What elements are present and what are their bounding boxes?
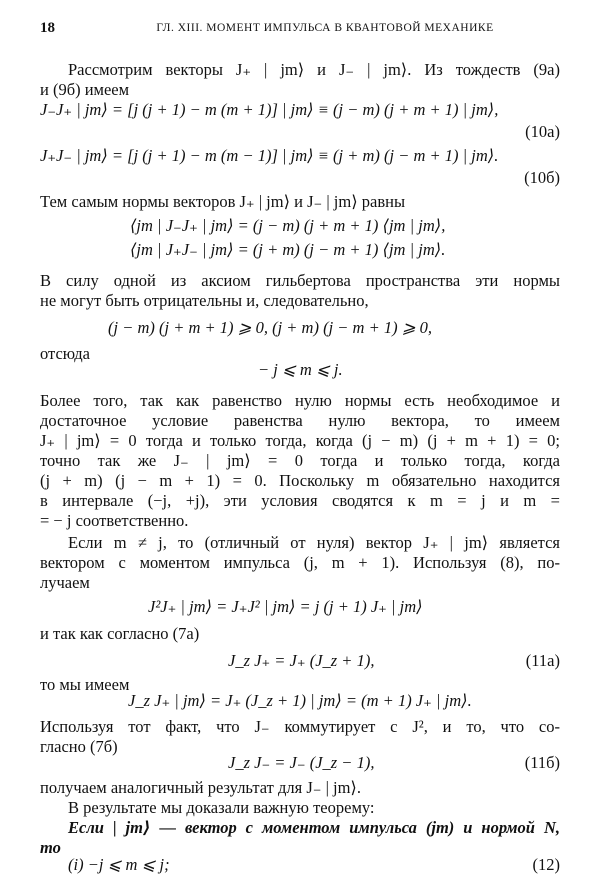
text-line: = − j соответственно.	[40, 511, 189, 530]
equation-tag: (11а)	[525, 651, 560, 670]
text-line: J₊ | jm⟩ = 0 тогда и только тогда, когда (j − m) (j + m + 1) = 0;	[40, 431, 560, 450]
equation-tag: (10б)	[524, 168, 560, 187]
text-line: Более того, так как равенство нулю нормы есть необходимое и	[40, 391, 560, 410]
equation-tag: (12)	[532, 855, 560, 874]
theorem-item-i: (i) −j ⩽ m ⩽ j;	[68, 855, 170, 874]
text-line: точно так же J₋ | jm⟩ = 0 тогда и только тогда, когда	[40, 451, 560, 470]
page-header	[40, 20, 560, 42]
text-line: гласно (7б)	[40, 737, 118, 756]
text-line: в интервале (−j, +j), эти условия сводятся к m = j и m =	[40, 491, 560, 510]
text-line: Рассмотрим векторы J₊ | jm⟩ и J₋ | jm⟩. Из тождеств (9а)	[68, 60, 560, 79]
equation-tag: (10а)	[525, 122, 560, 141]
theorem-line: то	[40, 838, 61, 857]
text-line: отсюда	[40, 344, 90, 363]
running-head: ГЛ. XIII. МОМЕНТ ИМПУЛЬСА В КВАНТОВОЙ МЕХАНИКЕ	[156, 22, 494, 34]
equation-j-squared: J²J₊ | jm⟩ = J₊J² | jm⟩ = j (j + 1) J₊ | jm⟩	[148, 597, 423, 616]
text-line: Используя тот факт, что J₋ коммутирует с J², и то, что со-	[40, 717, 560, 736]
text-line: не могут быть отрицательны и, следовательно,	[40, 291, 369, 310]
equation-10a: J₋J₊ | jm⟩ = [j (j + 1) − m (m + 1)] | jm⟩ ≡ (j − m) (j + m + 1) | jm⟩,	[40, 100, 499, 119]
text-line: получаем аналогичный результат для J₋ | jm⟩.	[40, 778, 361, 797]
text-line: (j + m) (j − m + 1) = 0. Поскольку m обязательно находится	[40, 471, 560, 490]
equation-inequalities: (j − m) (j + m + 1) ⩾ 0, (j + m) (j − m + 1) ⩾ 0,	[108, 318, 433, 337]
text-line: Тем самым нормы векторов J₊ | jm⟩ и J₋ | jm⟩ равны	[40, 192, 406, 211]
equation-10b: J₊J₋ | jm⟩ = [j (j + 1) − m (m − 1)] | jm⟩ ≡ (j + m) (j − m + 1) | jm⟩.	[40, 146, 499, 165]
text-line: лучаем	[40, 573, 90, 592]
equation-norm-2: ⟨jm | J₊J₋ | jm⟩ = (j + m) (j − m + 1) ⟨jm | jm⟩.	[130, 240, 446, 259]
equation-jz: J_z J₊ | jm⟩ = J₊ (J_z + 1) | jm⟩ = (m + 1) J₊ | jm⟩.	[128, 691, 472, 710]
text-line: вектором с моментом импульса (j, m + 1). Используя (8), по-	[40, 553, 560, 572]
page-number: 18	[40, 20, 55, 36]
equation-11b: J_z J₋ = J₋ (J_z − 1),	[228, 753, 375, 772]
text-line: то мы имеем	[40, 675, 130, 694]
text-line: В силу одной из аксиом гильбертова пространства эти нормы	[40, 271, 560, 290]
theorem-line: Если | jm⟩ — вектор с моментом импульса (jm) и нормой N,	[68, 818, 560, 837]
text-line: Если m ≠ j, то (отличный от нуля) вектор J₊ | jm⟩ является	[68, 533, 560, 552]
equation-range: − j ⩽ m ⩽ j.	[258, 360, 343, 379]
text-line: и (9б) имеем	[40, 80, 130, 99]
text-line: и так как согласно (7а)	[40, 624, 200, 643]
text-line: достаточное условие равенства нулю вектора, то имеем	[40, 411, 560, 430]
text-line: В результате мы доказали важную теорему:	[68, 798, 375, 817]
equation-norm-1: ⟨jm | J₋J₊ | jm⟩ = (j − m) (j + m + 1) ⟨jm | jm⟩,	[130, 216, 446, 235]
equation-tag: (11б)	[524, 753, 560, 772]
equation-11a: J_z J₊ = J₊ (J_z + 1),	[228, 651, 375, 670]
